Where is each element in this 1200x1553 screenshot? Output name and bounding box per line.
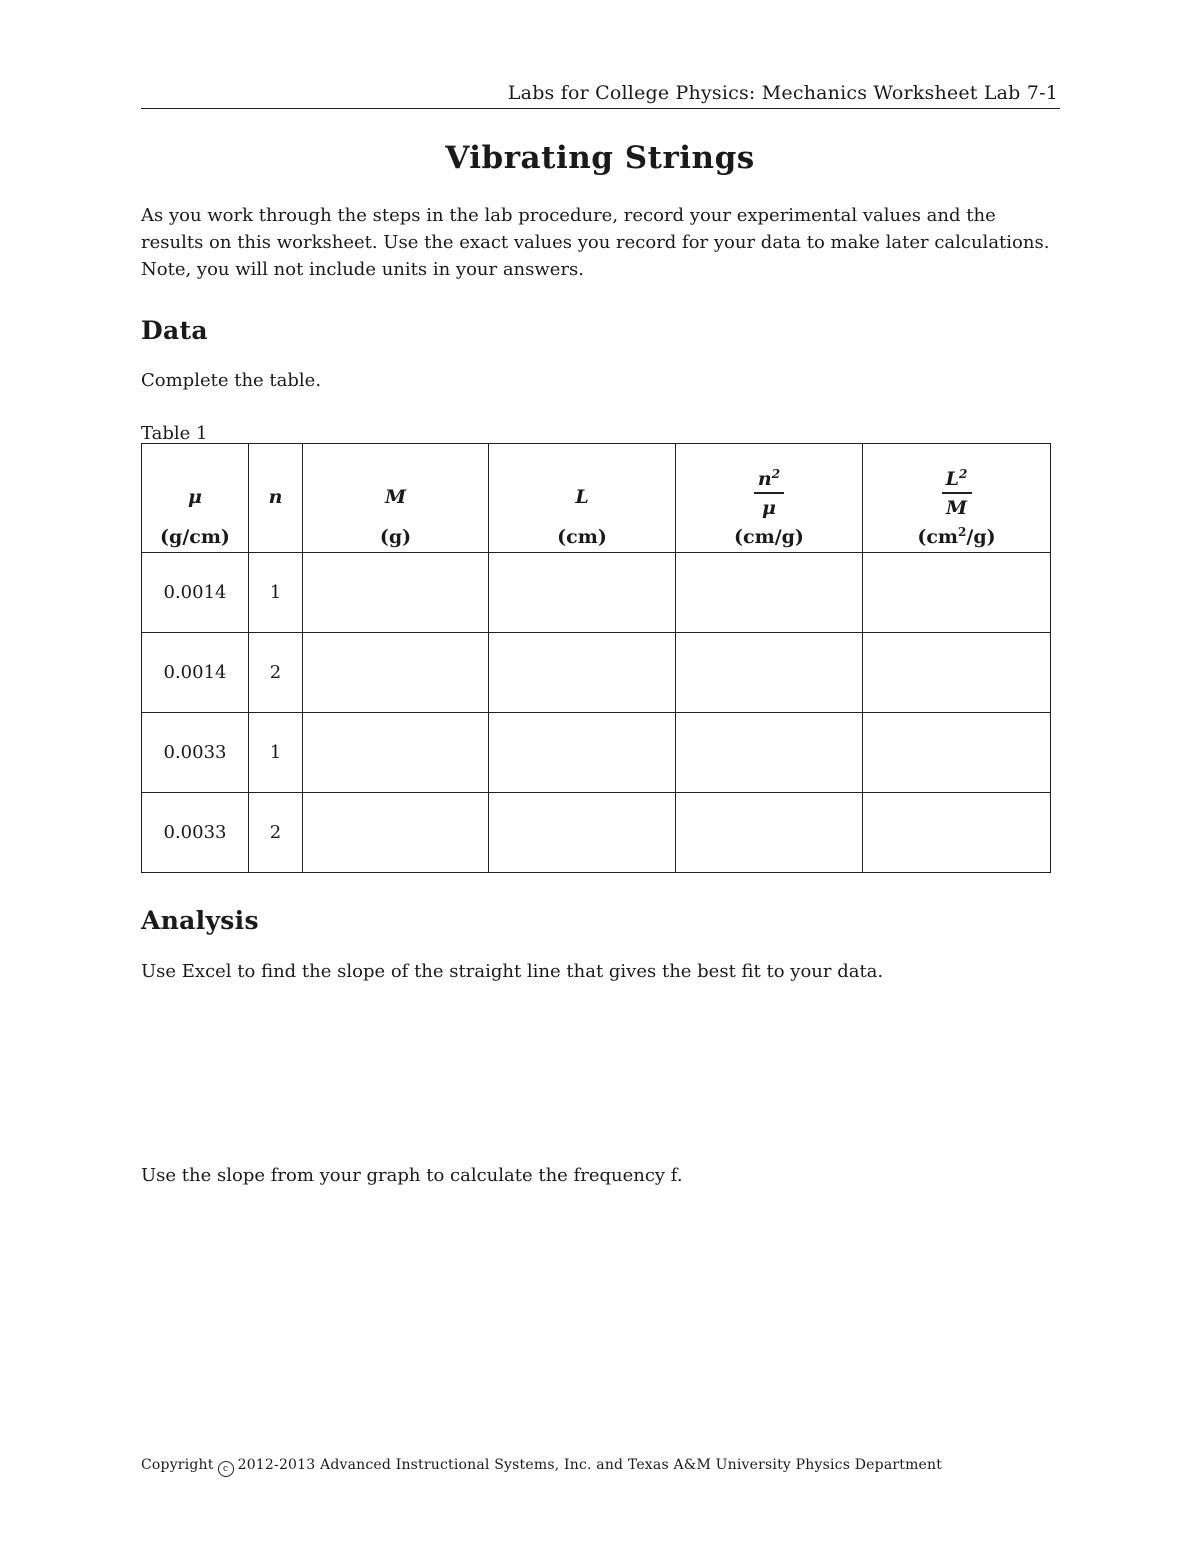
col-l-symbol: L bbox=[575, 486, 589, 508]
n2-exponent: 2 bbox=[771, 467, 781, 481]
analysis-question-2: Use the slope from your graph to calculate the frequency f. bbox=[141, 1165, 683, 1186]
n-cell: 2 bbox=[249, 793, 303, 873]
data-table bbox=[141, 443, 1051, 873]
copyright-text: 2012-2013 Advanced Instructional Systems, Inc. and Texas A&M University Physics Department bbox=[237, 1457, 943, 1473]
n-cell: 1 bbox=[249, 553, 303, 633]
col-l-header bbox=[489, 444, 676, 553]
col-n2-mu-header bbox=[676, 444, 863, 553]
l2-m-input-cell[interactable] bbox=[863, 713, 1051, 793]
l2-over-m-fraction bbox=[863, 468, 1050, 519]
copyright-footer bbox=[141, 1457, 942, 1477]
n2-mu-input-cell[interactable] bbox=[676, 633, 863, 713]
n-cell: 2 bbox=[249, 633, 303, 713]
n2-over-mu-fraction bbox=[676, 468, 862, 519]
n2-mu-input-cell[interactable] bbox=[676, 553, 863, 633]
l-input-cell[interactable] bbox=[489, 713, 676, 793]
col-n-header bbox=[249, 444, 303, 553]
l2-exponent: 2 bbox=[959, 467, 968, 481]
header-text: Labs for College Physics: Mechanics Worksheet Lab 7-1 bbox=[507, 82, 1058, 104]
running-header bbox=[141, 80, 1060, 109]
mu-cell: 0.0033 bbox=[142, 793, 249, 873]
table-row bbox=[142, 633, 1051, 713]
col-n2-mu-unit: (cm/g) bbox=[734, 526, 804, 548]
copyright-prefix: Copyright bbox=[141, 1457, 214, 1473]
col-m-header bbox=[303, 444, 489, 553]
l2-numerator: L bbox=[945, 468, 959, 490]
col-l-unit: (cm) bbox=[557, 526, 607, 548]
l2-m-input-cell[interactable] bbox=[863, 793, 1051, 873]
l-input-cell[interactable] bbox=[489, 553, 676, 633]
l2-m-input-cell[interactable] bbox=[863, 553, 1051, 633]
m-denominator: M bbox=[945, 497, 968, 519]
data-heading: Data bbox=[141, 316, 208, 345]
col-n-symbol: n bbox=[268, 486, 283, 508]
m-input-cell[interactable] bbox=[303, 793, 489, 873]
m-input-cell[interactable] bbox=[303, 633, 489, 713]
col-mu-header bbox=[142, 444, 249, 553]
col-m-symbol: M bbox=[384, 486, 407, 508]
n2-numerator: n bbox=[757, 468, 772, 490]
m-input-cell[interactable] bbox=[303, 553, 489, 633]
n2-mu-input-cell[interactable] bbox=[676, 713, 863, 793]
mu-cell: 0.0014 bbox=[142, 633, 249, 713]
table-row bbox=[142, 713, 1051, 793]
col-l2-m-header bbox=[863, 444, 1051, 553]
fraction-bar bbox=[754, 492, 784, 494]
table-header-row bbox=[142, 444, 1051, 553]
m-input-cell[interactable] bbox=[303, 713, 489, 793]
fraction-bar bbox=[942, 492, 972, 494]
table-caption: Table 1 bbox=[141, 423, 208, 444]
copyright-icon: c bbox=[218, 1461, 234, 1477]
n2-mu-input-cell[interactable] bbox=[676, 793, 863, 873]
analysis-heading: Analysis bbox=[141, 906, 259, 935]
table-row bbox=[142, 793, 1051, 873]
l-input-cell[interactable] bbox=[489, 633, 676, 713]
col-m-unit: (g) bbox=[379, 526, 412, 548]
col-mu-unit: (g/cm) bbox=[160, 526, 230, 548]
mu-cell: 0.0033 bbox=[142, 713, 249, 793]
l2-m-input-cell[interactable] bbox=[863, 633, 1051, 713]
l-input-cell[interactable] bbox=[489, 793, 676, 873]
table-row bbox=[142, 553, 1051, 633]
mu-cell: 0.0014 bbox=[142, 553, 249, 633]
data-instruction: Complete the table. bbox=[141, 370, 322, 391]
page-title: Vibrating Strings bbox=[445, 140, 755, 176]
intro-paragraph: As you work through the steps in the lab procedure, record your experimental values and the results on this worksheet. Use the exact values you record for your data to make later calculations. Note, you will not include units in your answers. bbox=[141, 205, 1050, 280]
mu-denominator: μ bbox=[762, 497, 776, 519]
n-cell: 1 bbox=[249, 713, 303, 793]
analysis-question-1: Use Excel to find the slope of the straight line that gives the best fit to your data. bbox=[141, 961, 884, 982]
col-l2-m-unit: $(cm^2/g)$ bbox=[917, 525, 996, 548]
col-mu-symbol: μ bbox=[188, 486, 202, 508]
